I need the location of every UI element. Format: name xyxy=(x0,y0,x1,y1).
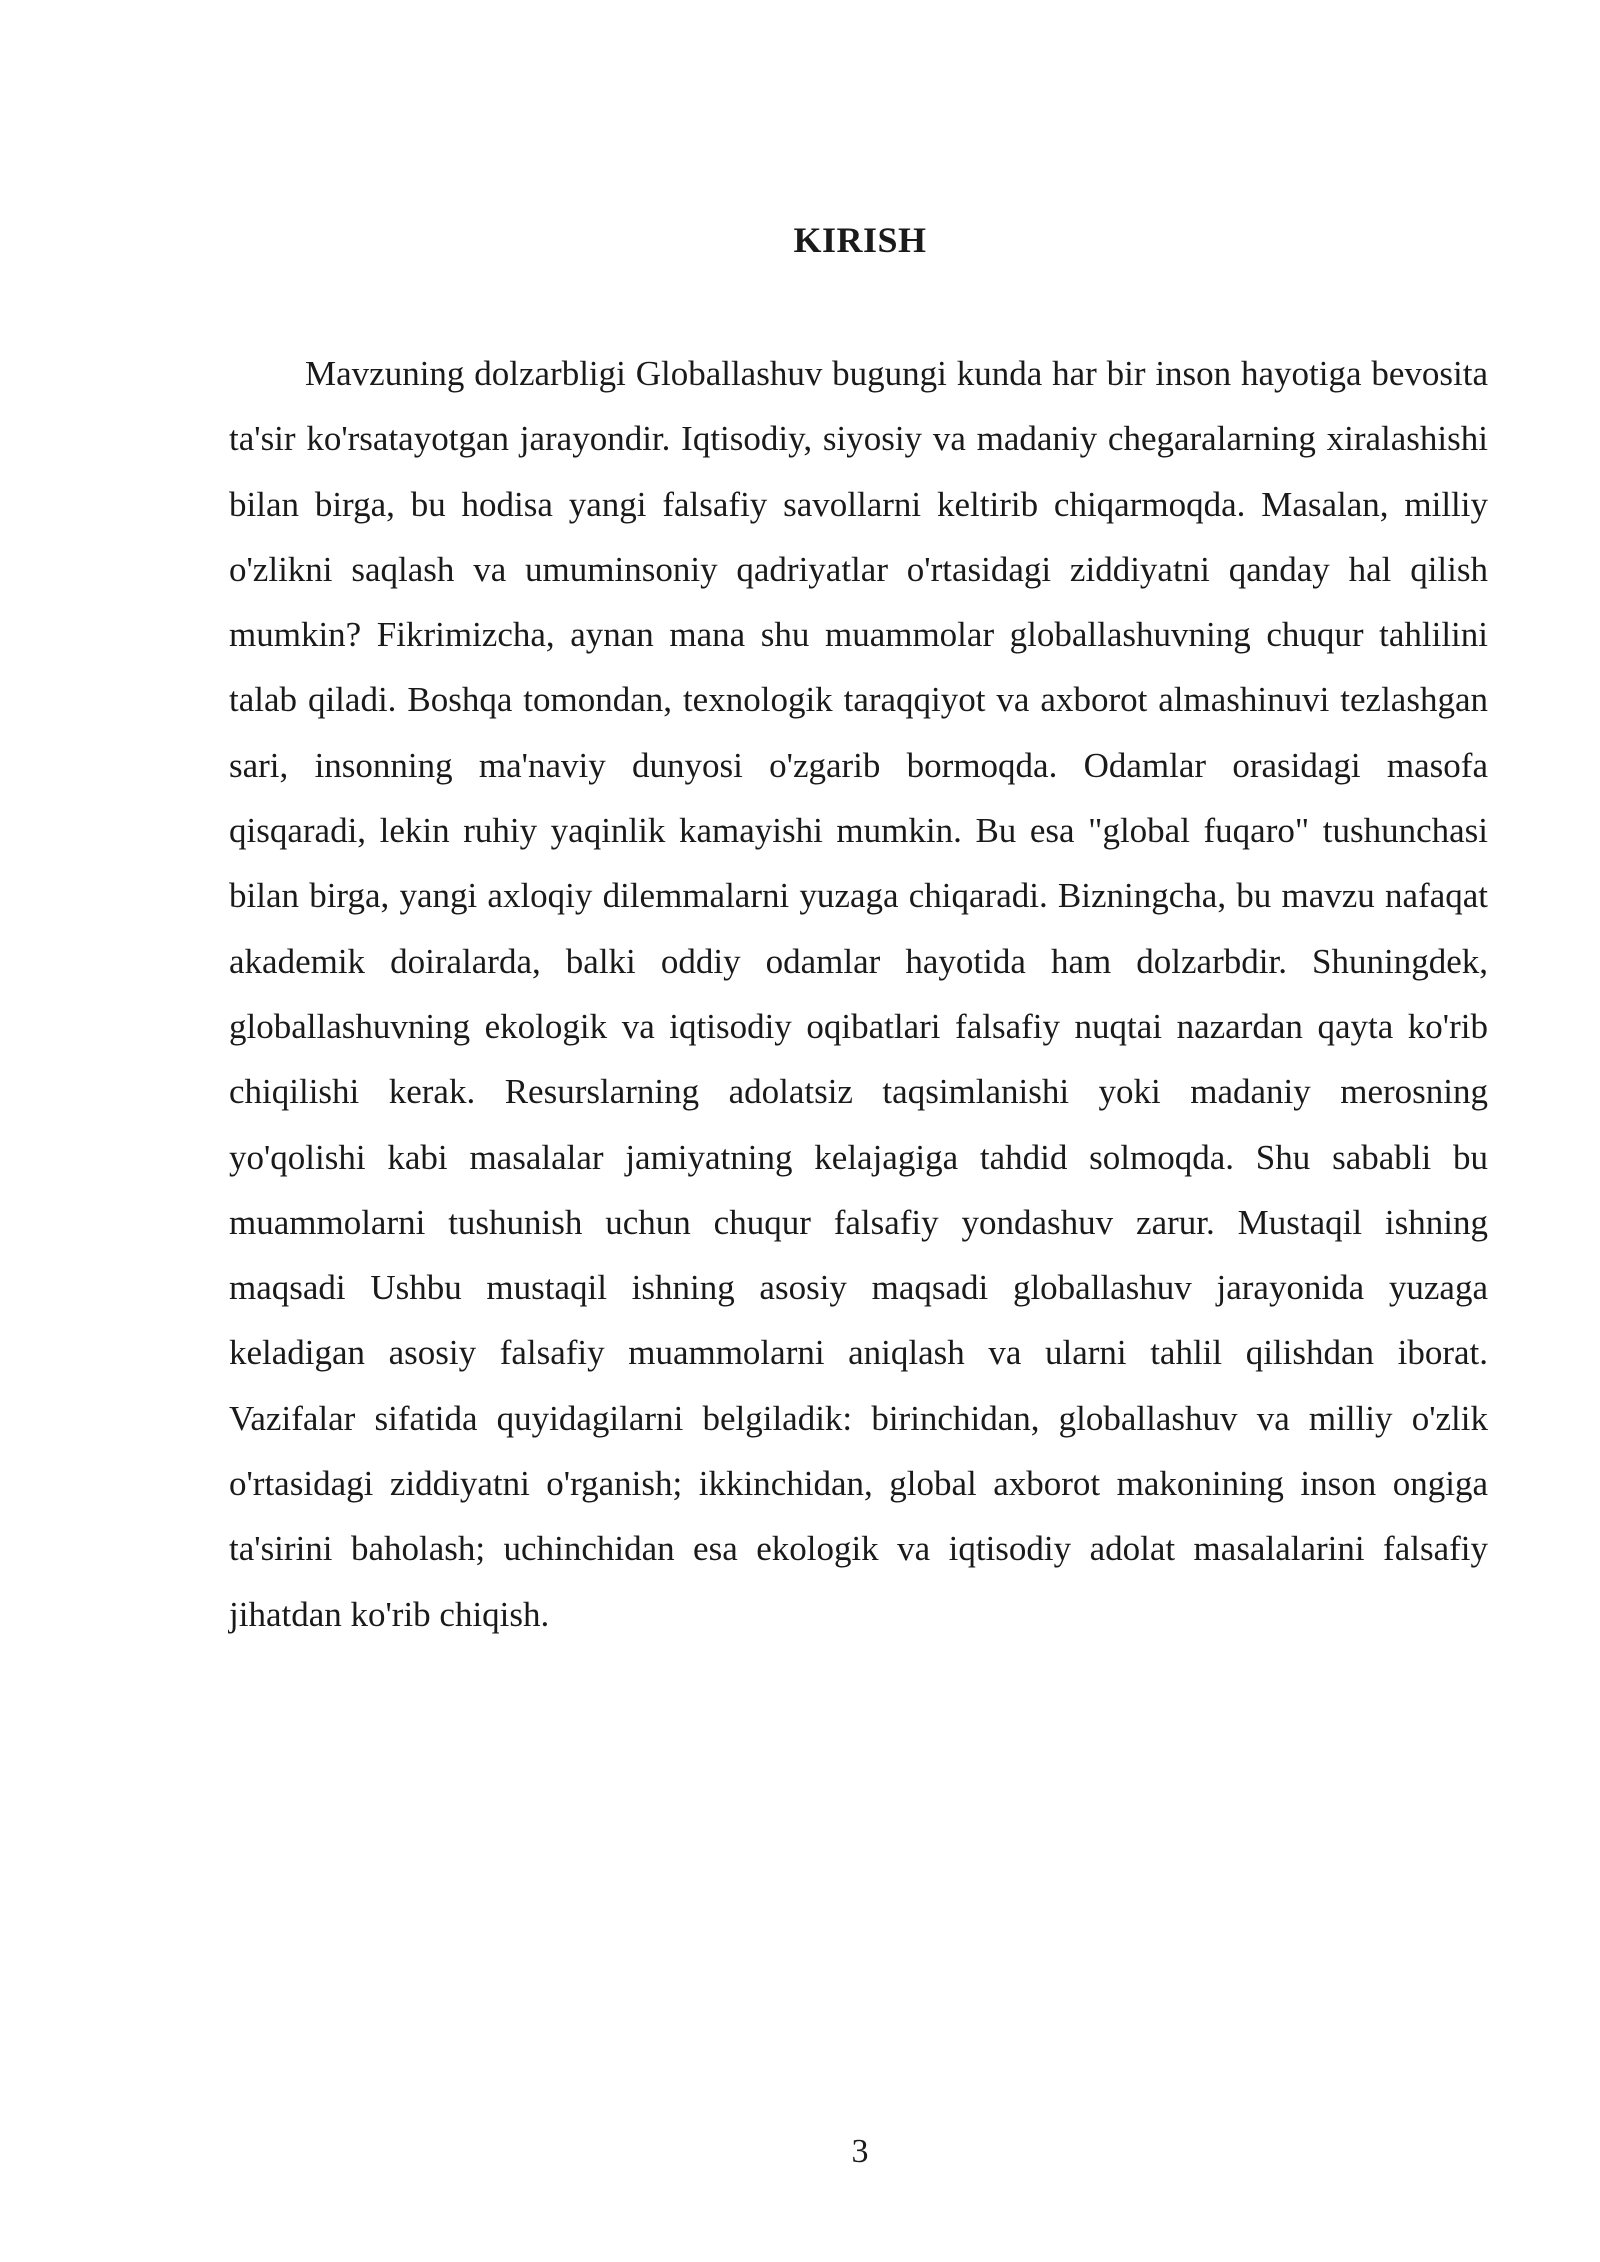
body-paragraph: Mavzuning dolzarbligi Globallashuv bugungi kunda har bir inson hayotiga bevosita ta'sir ko'rsatayotgan jarayondir. Iqtisodiy, siyosiy va madaniy chegaralarning xiralashishi bilan birga, bu hodisa yangi falsafiy savollarni keltirib chiqarmoqda. Masalan, milliy o'zlikni saqlash va umuminsoniy qadriyatlar o'rtasidagi ziddiyatni qanday hal qilish mumkin? Fikrimizcha, aynan mana shu muammolar globallashuvning chuqur tahlilini talab qiladi. Boshqa tomondan, texnologik taraqqiyot va axborot almashinuvi tezlashgan sari, insonning ma'naviy dunyosi o'zgarib bormoqda. Odamlar orasidagi masofa qisqaradi, lekin ruhiy yaqinlik kamayishi mumkin. Bu esa "global fuqaro" tushunchasi bilan birga, yangi axloqiy dilemmalarni yuzaga chiqaradi. Bizningcha, bu mavzu nafaqat akademik doiralarda, balki oddiy odamlar hayotida ham dolzarbdir. Shuningdek, globallashuvning ekologik va iqtisodiy oqibatlari falsafiy nuqtai nazardan qayta ko'rib chiqilishi kerak. Resurslarning adolatsiz taqsimlanishi yoki madaniy merosning yo'qolishi kabi masalalar jamiyatning kelajagiga tahdid solmoqda. Shu sababli bu muammolarni tushunish uchun chuqur falsafiy yondashuv zarur. Mustaqil ishning maqsadi Ushbu mustaqil ishning asosiy maqsadi globallashuv jarayonida yuzaga keladigan asosiy falsafiy muammolarni aniqlash va ularni tahlil qilishdan iborat. Vazifalar sifatida quyidagilarni belgiladik: birinchidan, globallashuv va milliy o'zlik o'rtasidagi ziddiyatni o'rganish; ikkinchidan, global axborot makonining inson ongiga ta'sirini baholash; uchinchidan esa ekologik va iqtisodiy adolat masalalarini falsafiy jihatdan ko'rib chiqish. xyxy=(229,354,1488,1634)
page-number: 3 xyxy=(851,2133,869,2170)
section-heading: KIRISH xyxy=(793,220,927,260)
